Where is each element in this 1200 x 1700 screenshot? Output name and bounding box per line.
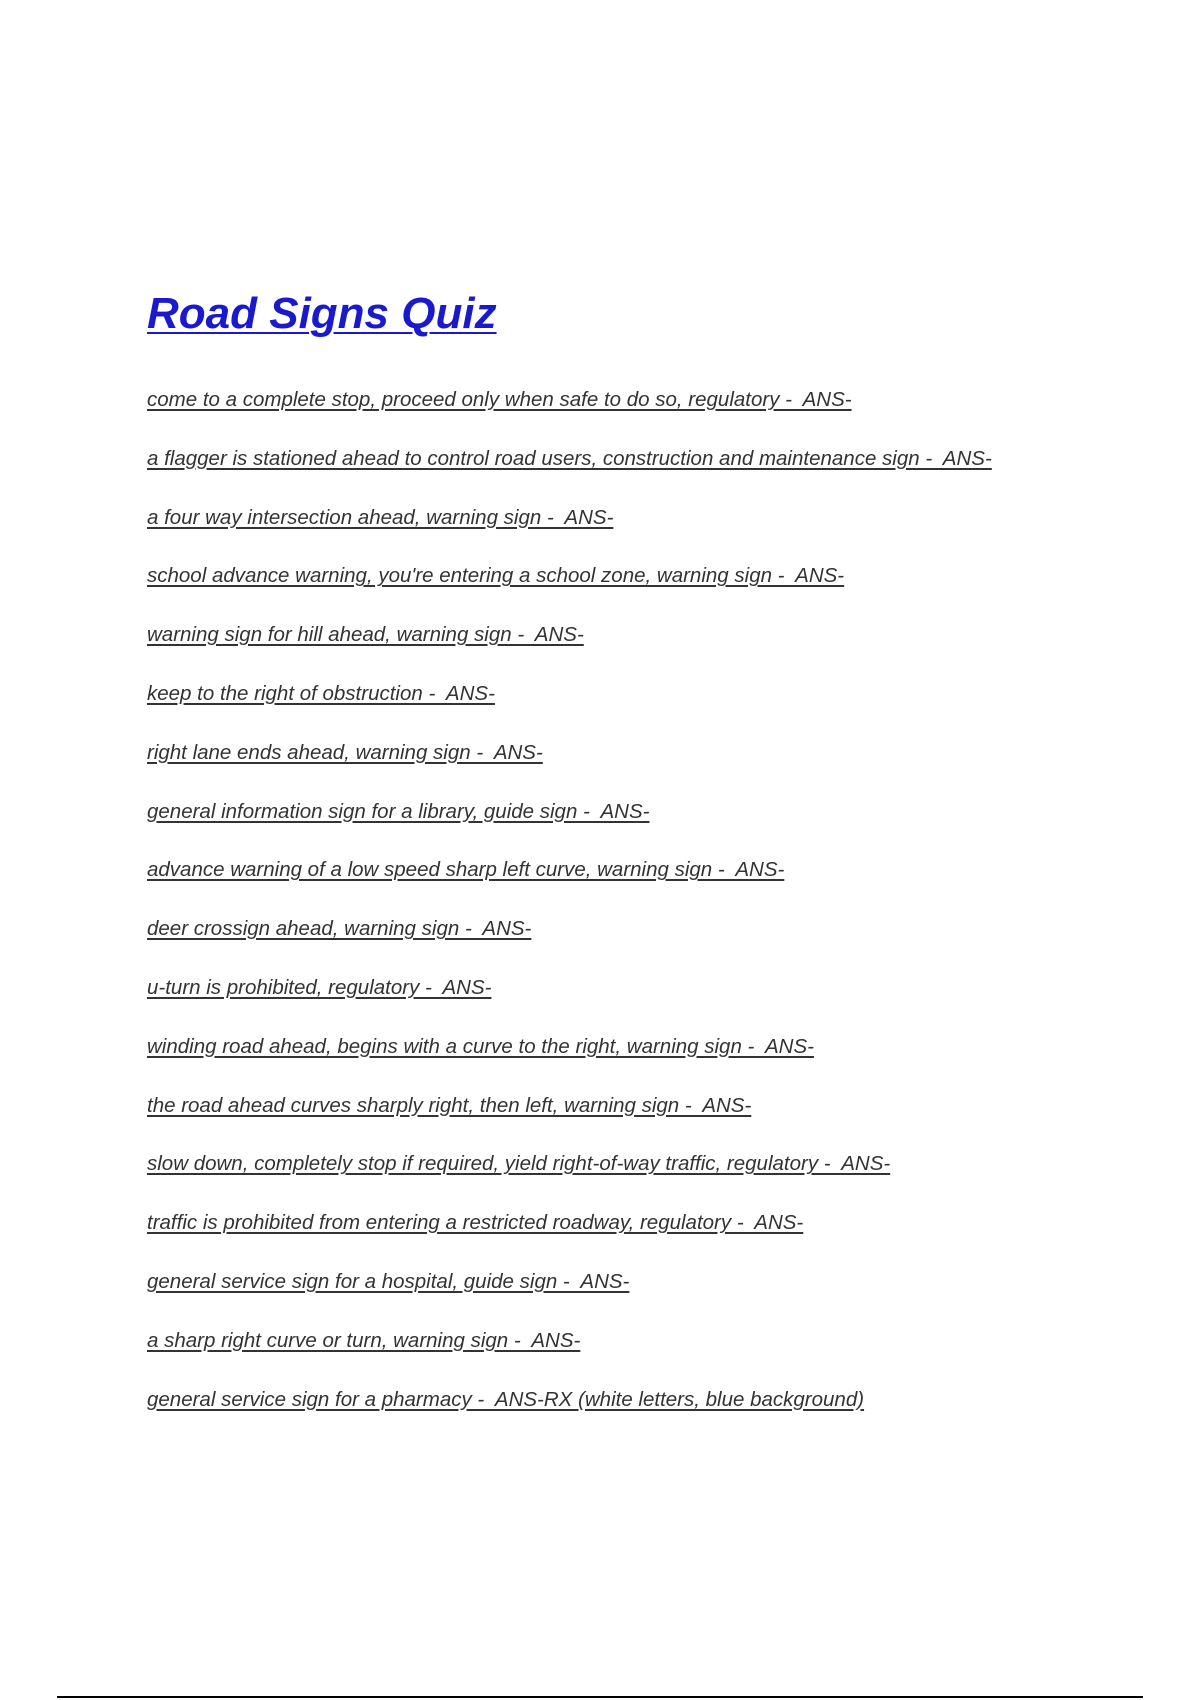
list-item[interactable]: winding road ahead, begins with a curve to the right, warning sign - ANS- [147, 1034, 814, 1058]
list-item[interactable]: come to a complete stop, proceed only when safe to do so, regulatory - ANS- [147, 388, 852, 411]
list-item[interactable]: traffic is prohibited from entering a restricted roadway, regulatory - ANS- [147, 1211, 804, 1235]
list-item[interactable]: deer crossign ahead, warning sign - ANS- [147, 917, 532, 941]
question-list [147, 386, 992, 1444]
list-item[interactable]: the road ahead curves sharply right, then left, warning sign - ANS- [147, 1093, 752, 1117]
page-title[interactable]: Road Signs Quiz [147, 289, 497, 338]
list-item[interactable]: a flagger is stationed ahead to control road users, construction and maintenance sign - ANS- [147, 446, 992, 470]
list-item[interactable]: general service sign for a pharmacy - ANS-RX (white letters, blue background) [147, 1387, 865, 1411]
list-item[interactable]: school advance warning, you're entering a school zone, warning sign - ANS- [147, 564, 845, 588]
list-item[interactable]: warning sign for hill ahead, warning sign - ANS- [147, 623, 584, 647]
list-item[interactable]: advance warning of a low speed sharp left curve, warning sign - ANS- [147, 858, 785, 882]
list-item[interactable]: a sharp right curve or turn, warning sign - ANS- [147, 1328, 581, 1352]
list-item[interactable]: a four way intersection ahead, warning sign - ANS- [147, 505, 614, 529]
list-item[interactable]: general service sign for a hospital, guide sign - ANS- [147, 1269, 630, 1293]
list-item[interactable]: slow down, completely stop if required, yield right-of-way traffic, regulatory - ANS- [147, 1152, 891, 1176]
list-item[interactable]: keep to the right of obstruction - ANS- [147, 681, 495, 705]
list-item[interactable]: u-turn is prohibited, regulatory - ANS- [147, 975, 492, 999]
list-item[interactable]: right lane ends ahead, warning sign - ANS- [147, 740, 543, 764]
footer-divider [57, 1696, 1143, 1698]
list-item[interactable]: general information sign for a library, guide sign - ANS- [147, 799, 650, 823]
